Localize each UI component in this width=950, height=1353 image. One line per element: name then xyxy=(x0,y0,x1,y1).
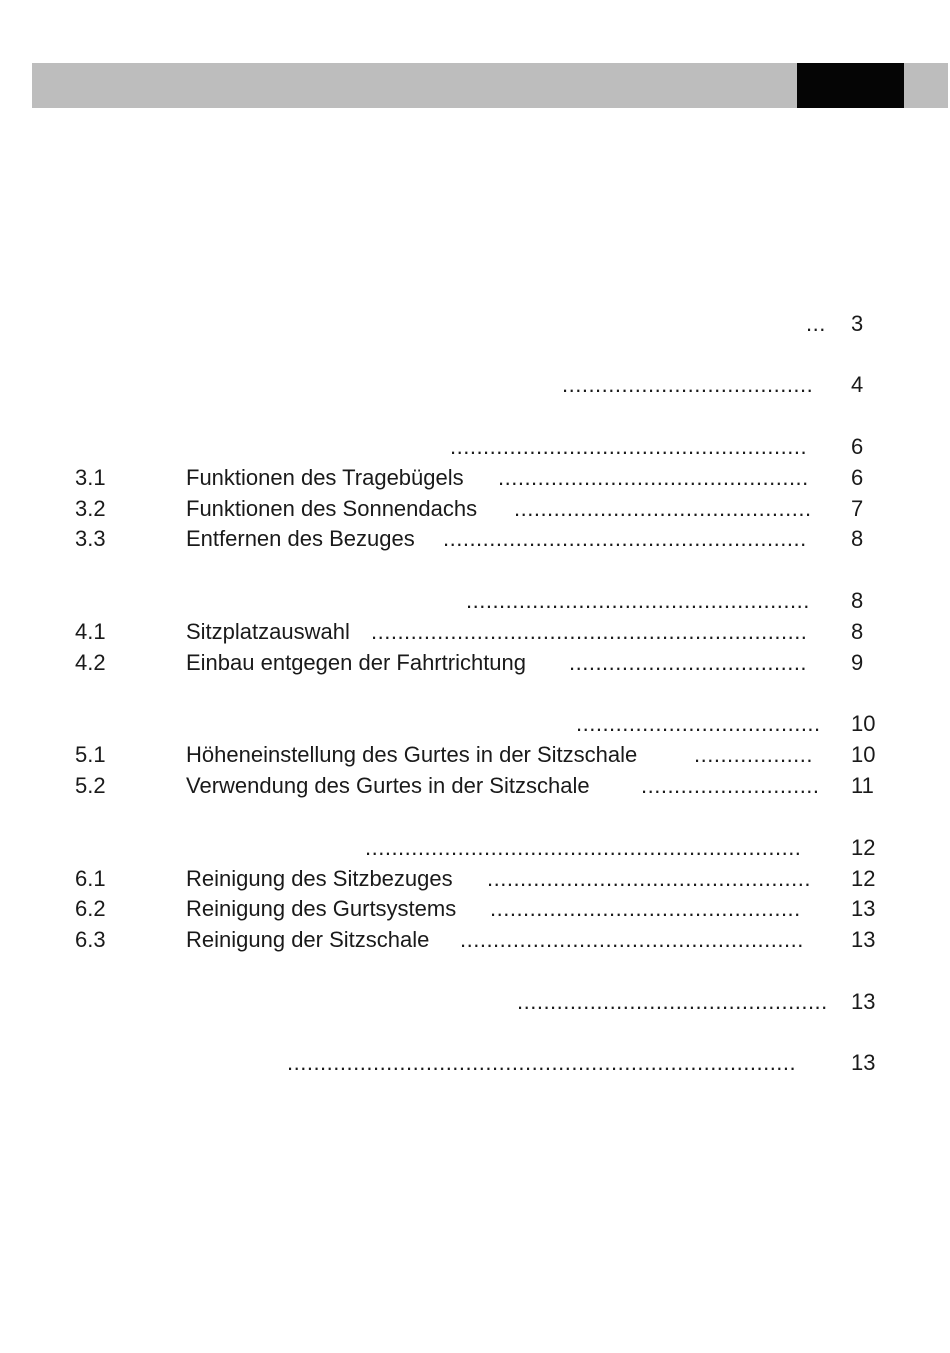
toc-entry-page: 13 xyxy=(851,1050,876,1075)
toc-entry-number: 5.1 xyxy=(75,742,106,767)
toc-entry-page: 8 xyxy=(851,588,864,613)
toc-entry-leader: .................................................... xyxy=(466,588,810,613)
toc-entry-leader: ...................................................... xyxy=(450,434,808,459)
toc-entry-page: 13 xyxy=(851,927,876,952)
toc-entry-number: 3.2 xyxy=(75,496,106,521)
toc-entry xyxy=(0,370,950,400)
toc-entry xyxy=(0,463,950,493)
toc-entry-number: 3.1 xyxy=(75,465,106,490)
toc-entry xyxy=(0,894,950,924)
toc-entry xyxy=(0,524,950,554)
toc-entry-page: 13 xyxy=(851,896,876,921)
toc-entry-page: 7 xyxy=(851,496,864,521)
toc-entry-number: 3.3 xyxy=(75,526,106,551)
toc-entry-leader: .................................................................. xyxy=(365,835,802,860)
toc-entry xyxy=(0,309,950,339)
toc-entry xyxy=(0,494,950,524)
toc-entry xyxy=(0,648,950,678)
toc-entry-leader: ...................................... xyxy=(562,372,814,397)
toc-entry-leader: .................. xyxy=(694,742,814,767)
toc-entry xyxy=(0,864,950,894)
toc-entry-number: 6.3 xyxy=(75,927,106,952)
toc-entry xyxy=(0,432,950,462)
toc-entry xyxy=(0,987,950,1017)
toc-entry xyxy=(0,1048,950,1078)
toc-entry-leader: ............................................... xyxy=(498,465,809,490)
toc-entry-page: 4 xyxy=(851,372,864,397)
toc-entry xyxy=(0,925,950,955)
toc-entry-page: 12 xyxy=(851,866,876,891)
toc-entry-leader: ................................................. xyxy=(487,866,812,891)
toc-entry-number: 6.2 xyxy=(75,896,106,921)
toc-entry-leader: ............................................... xyxy=(490,896,801,921)
toc-entry-page: 9 xyxy=(851,650,864,675)
toc-entry-title: Sitzplatzauswahl xyxy=(186,619,350,644)
toc-entry-title: Verwendung des Gurtes in der Sitzschale xyxy=(186,773,590,798)
toc-entry xyxy=(0,833,950,863)
toc-entry-title: Reinigung des Sitzbezuges xyxy=(186,866,453,891)
toc-entry-page: 8 xyxy=(851,619,864,644)
toc-entry xyxy=(0,771,950,801)
toc-entry-title: Reinigung des Gurtsystems xyxy=(186,896,457,921)
toc-entry-number: 4.1 xyxy=(75,619,106,644)
toc-entry-page: 10 xyxy=(851,711,876,736)
toc-entry-page: 13 xyxy=(851,989,876,1014)
toc-entry-leader: ..................................... xyxy=(576,711,821,736)
toc-entry-title: Funktionen des Tragebügels xyxy=(186,465,464,490)
toc-entry-page: 8 xyxy=(851,526,864,551)
toc-entry xyxy=(0,740,950,770)
toc-entry-title: Höheneinstellung des Gurtes in der Sitzschale xyxy=(186,742,638,767)
toc-entry-number: 6.1 xyxy=(75,866,106,891)
toc-entry xyxy=(0,617,950,647)
toc-entry-leader: ............................................................................. xyxy=(287,1050,797,1075)
toc-entry-page: 10 xyxy=(851,742,876,767)
toc-entry-page: 6 xyxy=(851,465,864,490)
toc-entry-leader: ... xyxy=(806,311,826,336)
toc-entry-title: Einbau entgegen der Fahrtrichtung xyxy=(186,650,527,675)
toc-entry-leader: .................................................................. xyxy=(371,619,808,644)
toc-entry-leader: ............................................. xyxy=(514,496,812,521)
toc-entry-leader: .................................... xyxy=(569,650,808,675)
toc-entry-title: Reinigung der Sitzschale xyxy=(186,927,430,952)
toc-entry-leader: ............................................... xyxy=(517,989,828,1014)
toc-entry-title: Entfernen des Bezuges xyxy=(186,526,415,551)
toc-entry-page: 6 xyxy=(851,434,864,459)
toc-entry-leader: ........................... xyxy=(641,773,820,798)
toc-entry-leader: .................................................... xyxy=(460,927,804,952)
toc-entry xyxy=(0,586,950,616)
toc-entry-page: 12 xyxy=(851,835,876,860)
toc-entry-page: 3 xyxy=(851,311,864,336)
toc-entry-number: 5.2 xyxy=(75,773,106,798)
toc-entry xyxy=(0,709,950,739)
toc-entry-number: 4.2 xyxy=(75,650,106,675)
toc-entry-title: Funktionen des Sonnendachs xyxy=(186,496,478,521)
toc-entry-leader: ....................................................... xyxy=(443,526,807,551)
toc-entry-page: 11 xyxy=(851,773,874,798)
